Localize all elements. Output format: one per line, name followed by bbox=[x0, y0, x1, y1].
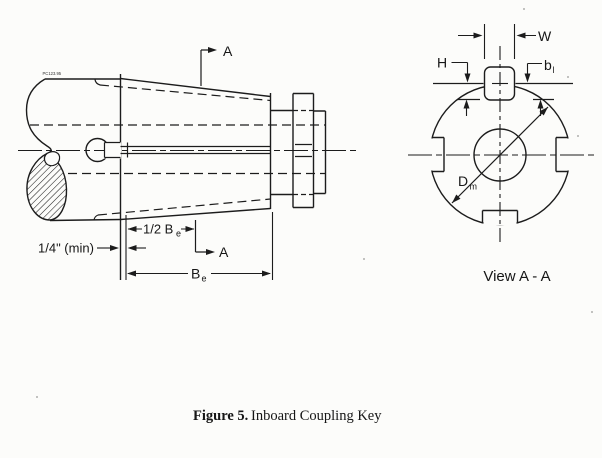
b-label: b bbox=[544, 57, 552, 73]
section-label-bottom: A bbox=[219, 244, 229, 260]
section-label-top: A bbox=[223, 43, 233, 59]
caption-text: Inboard Coupling Key bbox=[251, 408, 382, 424]
part-number-stamp: PC123.95 bbox=[42, 71, 62, 76]
left-view bbox=[18, 43, 357, 284]
figure-caption bbox=[193, 408, 382, 424]
break-curl bbox=[44, 152, 59, 166]
dim-b bbox=[525, 57, 555, 83]
half-be-label: 1/2 B bbox=[143, 221, 174, 237]
keyseat-depth-arrows bbox=[464, 100, 544, 117]
h-label: H bbox=[437, 54, 448, 71]
quarter-min-label: 1/4" (min) bbox=[38, 240, 94, 256]
be-label: B bbox=[191, 265, 201, 282]
hidden-lines bbox=[30, 80, 326, 221]
half-be-subscript: e bbox=[176, 228, 182, 239]
section-marker-bottom bbox=[196, 220, 230, 260]
shaft-break-symbol bbox=[27, 79, 67, 220]
section-marker-top bbox=[201, 43, 233, 86]
b-subscript: l bbox=[552, 65, 555, 75]
be-subscript: e bbox=[201, 273, 207, 284]
right-view bbox=[408, 24, 594, 285]
dim-h bbox=[437, 55, 471, 83]
dim-w bbox=[458, 24, 552, 59]
caption-label: Figure 5. bbox=[193, 408, 249, 424]
view-title: View A - A bbox=[483, 268, 551, 285]
dim-quarter-min bbox=[38, 241, 146, 256]
dm-subscript: m bbox=[469, 181, 477, 192]
w-label: W bbox=[538, 28, 552, 44]
dm-label: D bbox=[458, 173, 469, 189]
